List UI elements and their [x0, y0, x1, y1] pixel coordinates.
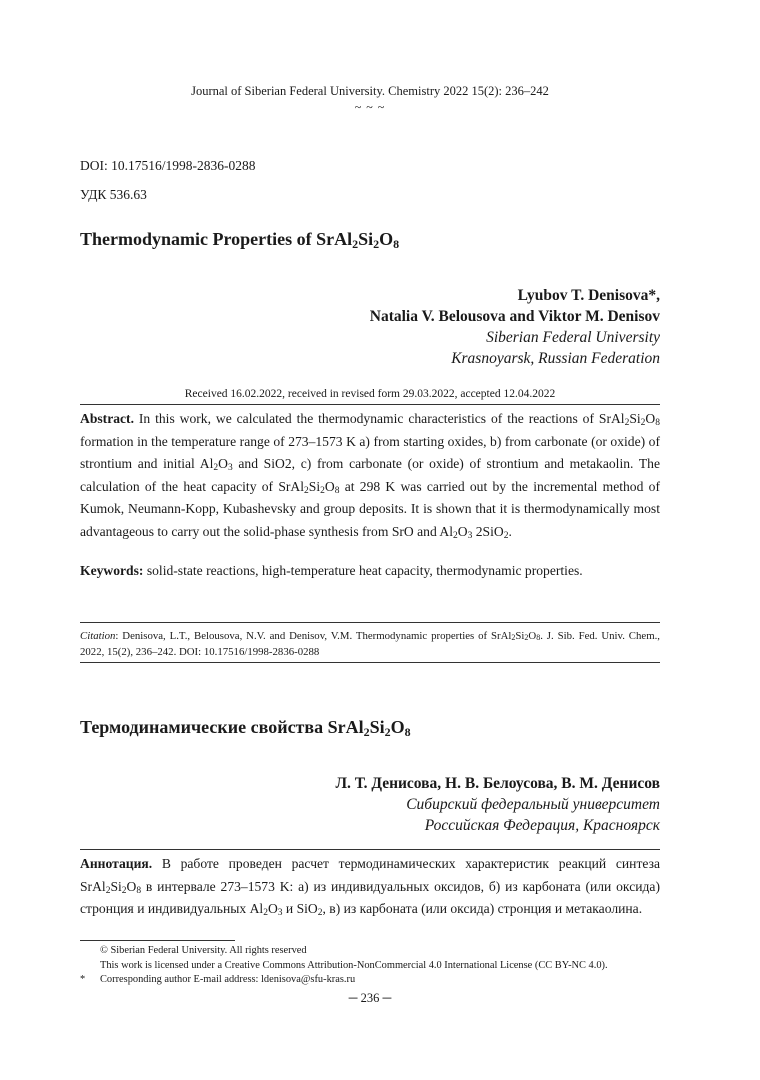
abstract-top-rule: [80, 404, 660, 405]
footnote-rule: [80, 940, 235, 941]
location: Krasnoyarsk, Russian Federation: [451, 350, 660, 367]
abstract-label: Abstract.: [80, 411, 134, 426]
footnote-copyright: © Siberian Federal University. All rights reserved: [100, 945, 307, 956]
journal-page: [80, 0, 660, 1080]
russian-title: Термодинамические свойства $SrAl_2Si_2O_8$: [80, 717, 411, 739]
english-title: Thermodynamic Properties of $SrAl_2Si_2O_8$: [80, 229, 400, 251]
russian-abstract-label: Аннотация.: [80, 856, 153, 871]
russian-location: Российская Федерация, Красноярск: [424, 817, 660, 834]
keywords-label: Keywords:: [80, 563, 144, 578]
header-separator: ~ ~ ~: [354, 100, 386, 114]
citation-top-rule: [80, 622, 660, 623]
russian-affiliation: Сибирский федеральный университет: [406, 796, 660, 813]
doi: DOI: 10.17516/1998-2836-0288: [80, 158, 256, 173]
page-number: ─ 236 ─: [348, 991, 392, 1005]
russian-authors-block: [336, 773, 661, 836]
english-abstract: Abstract. In this work, we calculated the thermodynamic characteristics of the reactions of $SrAl_2Si_2O_8$ formation in the temperature range of 273–1573 K a) from starting oxides, b) from carbonate (or oxide) of strontium and initial $Al_2O_3$ and SiO2, c) from carbonate (or oxide) of strontium and metakaolin. The calculation of the heat capacity of $SrAl_2Si_2O_8$ at 298 K was carried out by the incremental method of Kumok, Neumann-Kopp, Kubashevsky and group deposits. It is shown that it is thermodynamically most advantageous to carry out the solid-phase synthesis from SrO and $Al_2O_3$ 2SiO$_2$.: [80, 411, 660, 541]
citation: Citation: Denisova, L.T., Belousova, N.V. and Denisov, V.M. Thermodynamic properties of $SrAl_2Si_2O_8$. J. Sib. Fed. Univ. Chem., 2022, 15(2), 236–242. DOI: 10.17516/1998-2836-0288: [80, 630, 660, 658]
english-authors-block: [370, 285, 660, 369]
citation-label: Citation: [80, 630, 116, 642]
russian-authors: Л. Т. Денисова, Н. В. Белоусова, В. М. Денисов: [335, 775, 660, 792]
author-line-1: Lyubov T. Denisova*,: [517, 287, 660, 304]
keywords: Keywords: solid-state reactions, high-temperature heat capacity, thermodynamic properties.: [80, 563, 583, 578]
author-line-2: Natalia V. Belousova and Viktor M. Denisov: [369, 308, 660, 325]
footnote-license: This work is licensed under a Creative Commons Attribution-NonCommercial 4.0 International License (CC BY-NC 4.0).: [100, 960, 608, 971]
footnote-star: *: [80, 974, 86, 985]
udk-code: УДК 536.63: [80, 187, 147, 202]
received-dates: Received 16.02.2022, received in revised form 29.03.2022, accepted 12.04.2022: [184, 388, 556, 400]
running-header: Journal of Siberian Federal University. Chemistry 2022 15(2): 236–242: [191, 84, 549, 98]
russian-abstract: Аннотация. В работе проведен расчет термодинамических характеристик реакций синтеза $SrAl_2Si_2O_8$ в интервале 273–1573 K: а) из индивидуальных оксидов, б) из карбоната (или оксида) стронция и индивидуальных $Al_2O_3$ и SiO$_2$, в) из карбоната (или оксида) стронция и метакаолина.: [80, 856, 660, 919]
footnote-corresponding: * Corresponding author E-mail address: ldenisova@sfu-kras.ru: [80, 974, 356, 985]
russian-abstract-top-rule: [80, 849, 660, 850]
affiliation: Siberian Federal University: [486, 329, 660, 346]
citation-bottom-rule: [80, 662, 660, 663]
